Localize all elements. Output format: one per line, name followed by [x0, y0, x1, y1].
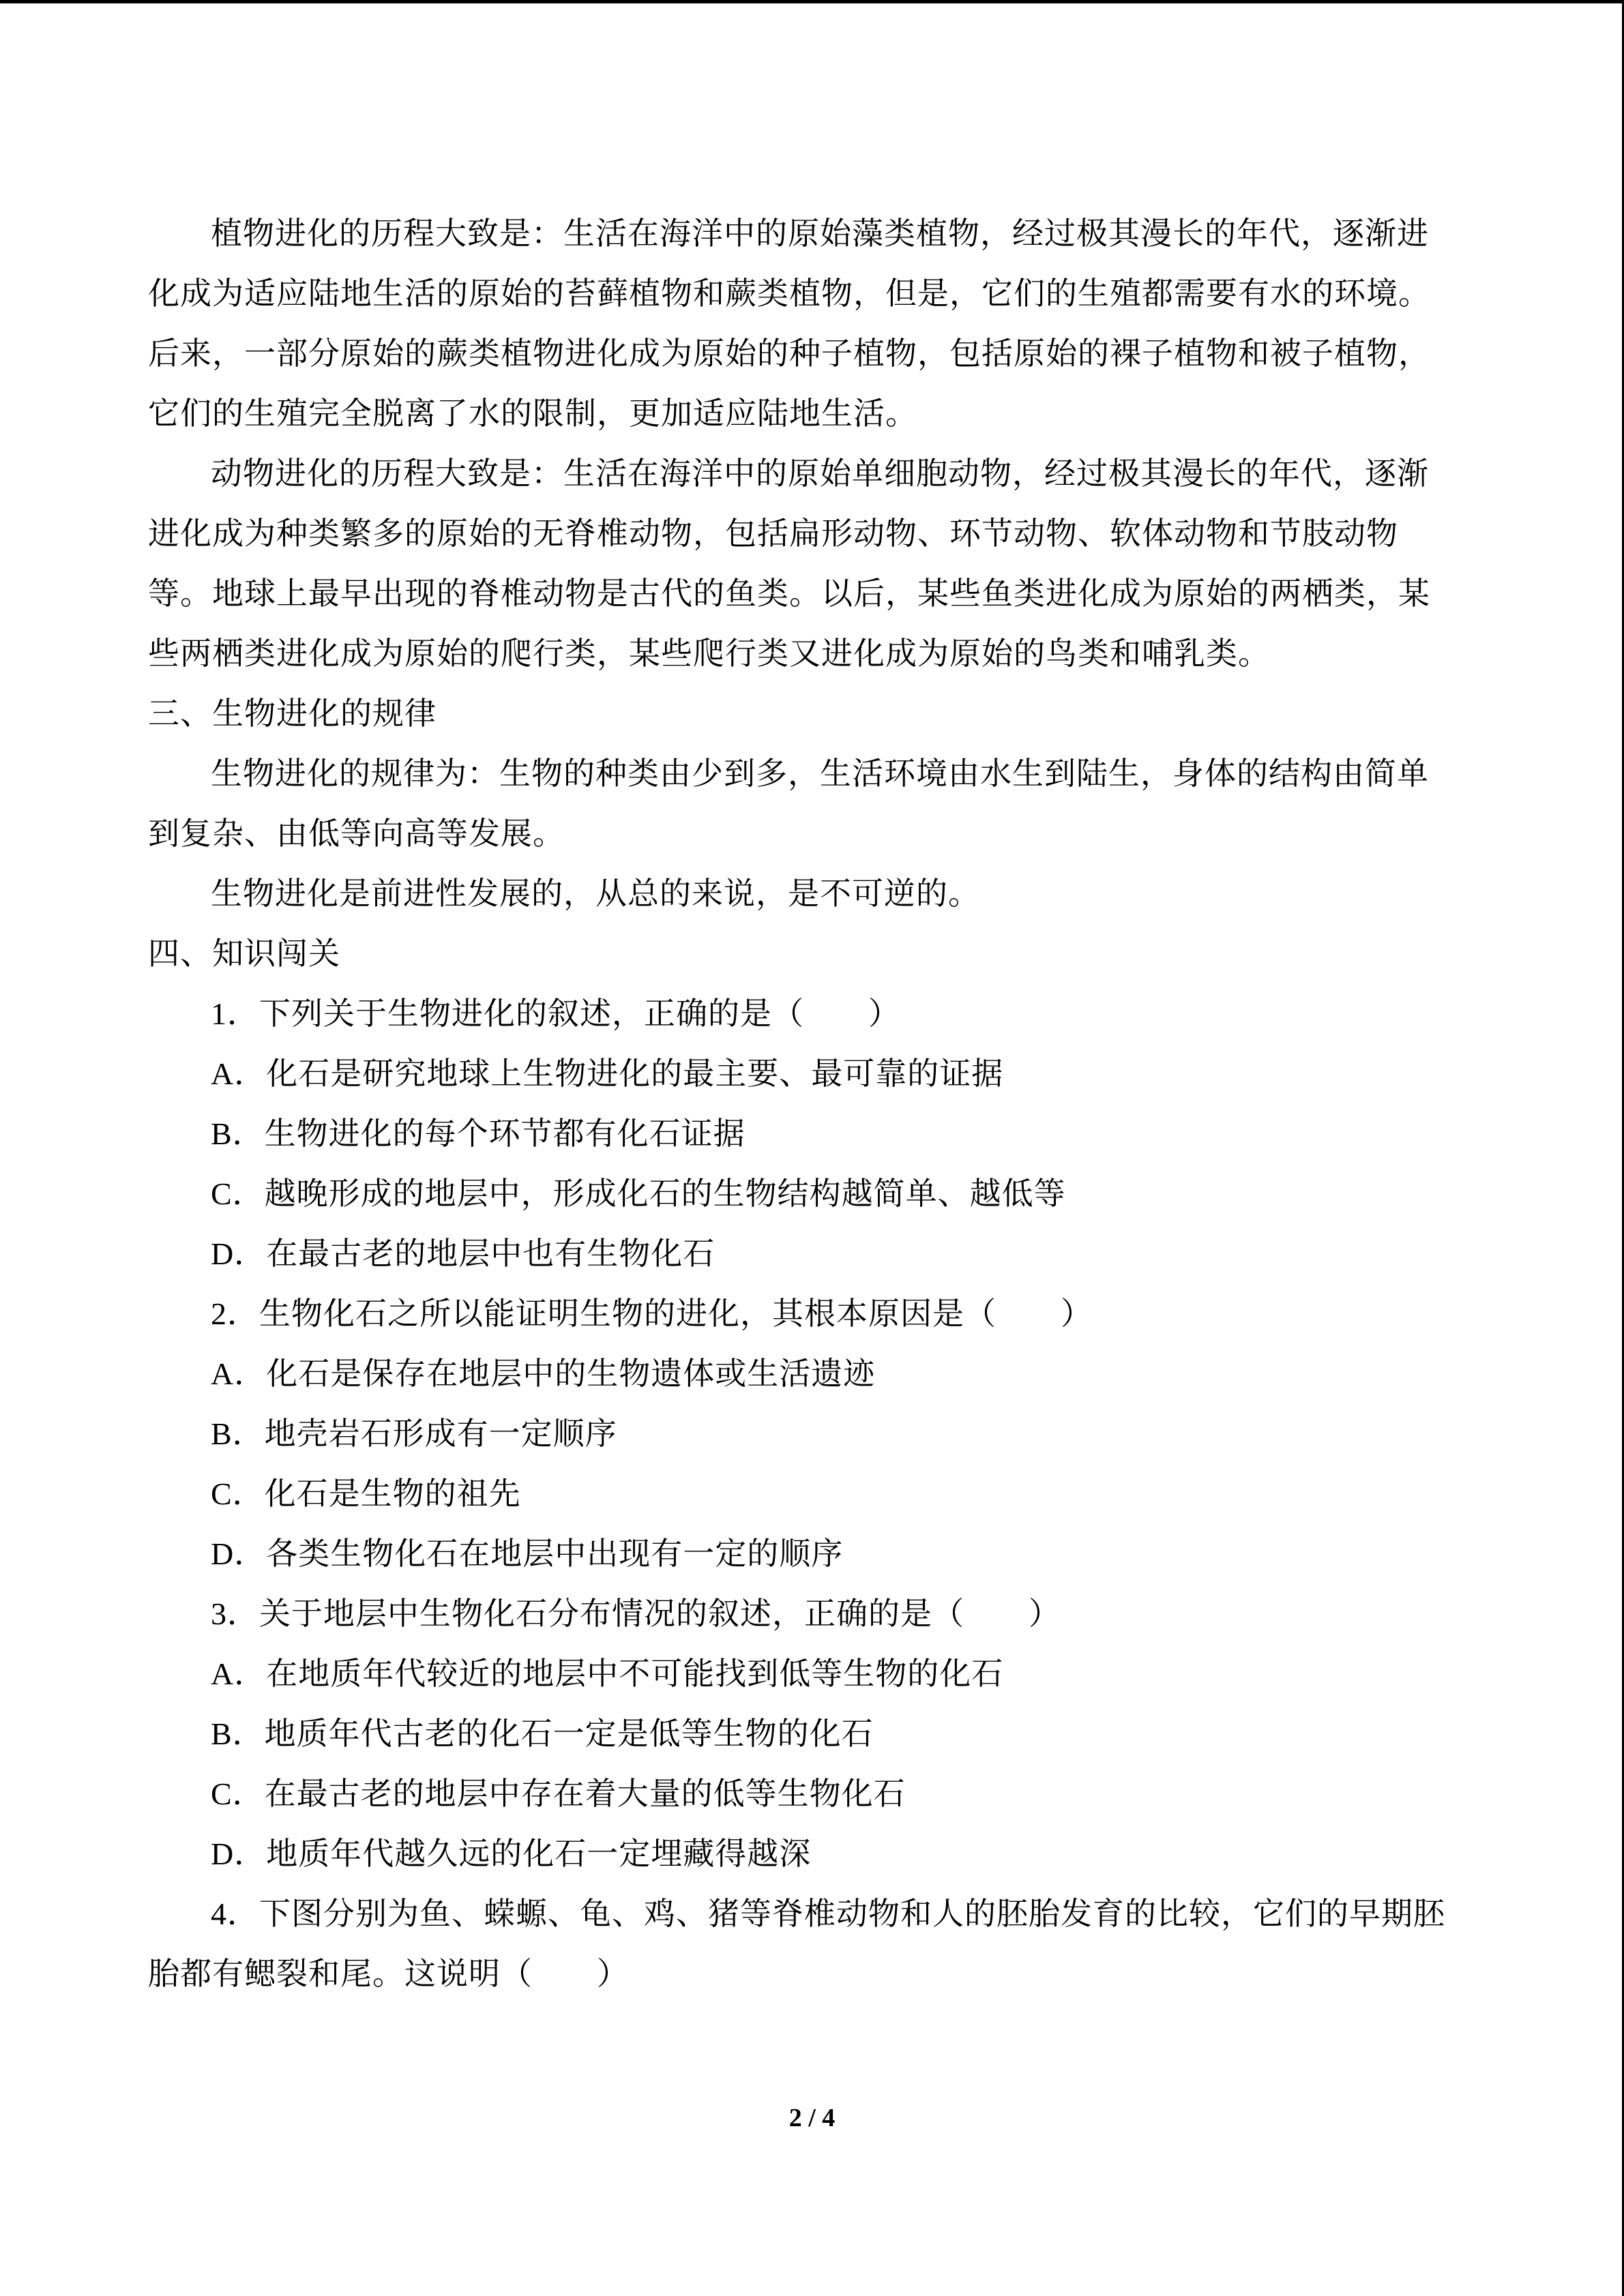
text-line: B．生物进化的每个环节都有化石证据 — [211, 1116, 745, 1151]
text-line: 4．下图分别为鱼、蝾螈、龟、鸡、猪等脊椎动物和人的胚胎发育的比较，它们的早期胚 — [211, 1896, 1445, 1931]
text-line: C．化石是生物的祖先 — [211, 1476, 521, 1511]
text-line: 2．生物化石之所以能证明生物的进化，其根本原因是（ ） — [211, 1296, 1093, 1331]
text-line: B．地壳岩石形成有一定顺序 — [211, 1416, 617, 1451]
text-line: 胎都有鳃裂和尾。这说明（ ） — [148, 1956, 629, 1991]
text-line: D．各类生物化石在地层中出现有一定的顺序 — [211, 1536, 844, 1571]
text-line: D．地质年代越久远的化石一定埋藏得越深 — [211, 1836, 812, 1871]
text-line: 化成为适应陆地生活的原始的苔藓植物和蕨类植物，但是，它们的生殖都需要有水的环境。 — [148, 276, 1430, 311]
text-line: D．在最古老的地层中也有生物化石 — [211, 1236, 715, 1271]
text-line: 进化成为种类繁多的原始的无脊椎动物，包括扁形动物、环节动物、软体动物和节肢动物 — [148, 516, 1398, 551]
window-top-border — [0, 0, 1624, 3]
text-line: 三、生物进化的规律 — [148, 696, 437, 731]
text-line: 3．关于地层中生物化石分布情况的叙述，正确的是（ ） — [211, 1596, 1061, 1631]
text-line: B．地质年代古老的化石一定是低等生物的化石 — [211, 1716, 874, 1751]
text-line: 等。地球上最早出现的脊椎动物是古代的鱼类。以后，某些鱼类进化成为原始的两栖类，某 — [148, 576, 1430, 611]
text-line: 它们的生殖完全脱离了水的限制，更加适应陆地生活。 — [148, 396, 917, 431]
text-line: A．在地质年代较近的地层中不可能找到低等生物的化石 — [211, 1656, 1004, 1691]
text-line: 1．下列关于生物进化的叙述，正确的是（ ） — [211, 996, 900, 1031]
text-line: 动物进化的历程大致是：生活在海洋中的原始单细胞动物，经过极其漫长的年代，逐渐 — [211, 456, 1429, 491]
text-line: A．化石是保存在地层中的生物遗体或生活遗迹 — [211, 1356, 876, 1391]
text-line: 生物进化的规律为：生物的种类由少到多，生活环境由水生到陆生，身体的结构由简单 — [211, 756, 1429, 791]
text-line: 些两栖类进化成为原始的爬行类，某些爬行类又进化成为原始的鸟类和哺乳类。 — [148, 636, 1270, 671]
text-line: C．越晚形成的地层中，形成化石的生物结构越简单、越低等 — [211, 1176, 1066, 1211]
text-line: A．化石是研究地球上生物进化的最主要、最可靠的证据 — [211, 1056, 1004, 1091]
text-line: 后来，一部分原始的蕨类植物进化成为原始的种子植物，包括原始的裸子植物和被子植物， — [148, 336, 1430, 371]
text-line: 四、知识闯关 — [148, 936, 340, 971]
text-line: 生物进化是前进性发展的，从总的来说，是不可逆的。 — [211, 876, 980, 911]
text-line: 到复杂、由低等向高等发展。 — [148, 816, 565, 851]
page-number: 2 / 4 — [788, 2104, 836, 2132]
document-lines — [148, 204, 1477, 2004]
text-line: C．在最古老的地层中存在着大量的低等生物化石 — [211, 1776, 906, 1811]
text-line: 植物进化的历程大致是：生活在海洋中的原始藻类植物，经过极其漫长的年代，逐渐进 — [211, 216, 1429, 251]
